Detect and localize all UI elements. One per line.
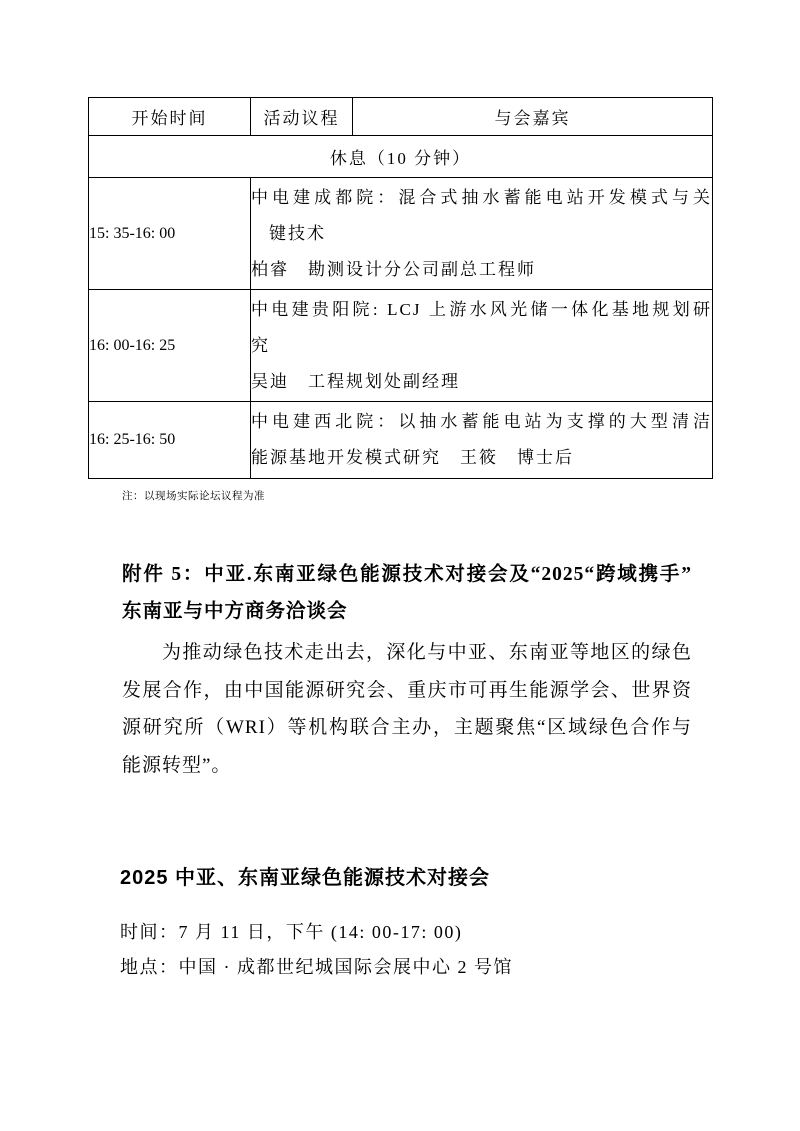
table-header-agenda: 活动议程 <box>251 98 353 136</box>
table-note: 注：以现场实际论坛议程为准 <box>122 491 265 502</box>
break-row-label: 休息（10 分钟） <box>89 136 713 178</box>
session-line: 键技术 <box>269 223 326 243</box>
session-line: 能源基地开发模式研究 王筱 博士后 <box>251 448 574 467</box>
session-row <box>89 402 713 479</box>
session-content <box>251 402 713 479</box>
session-line: 柏睿 勘测设计分公司副总工程师 <box>251 259 536 279</box>
session-line: 究 <box>251 335 270 355</box>
event-title: 2025 中亚、东南亚绿色能源技术对接会 <box>120 867 491 889</box>
schedule-table <box>88 97 713 479</box>
time-cell: 15: 35-16: 00 <box>89 178 251 290</box>
session-line: 吴迪 工程规划处副经理 <box>251 371 460 391</box>
paragraph-line: 源研究所（WRI）等机构联合主办，主题聚焦“区域绿色合作与 <box>122 717 692 738</box>
session-line: 中电建成都院：混合式抽水蓄能电站开发模式与关 <box>251 187 712 207</box>
table-header-start-time: 开始时间 <box>89 98 251 136</box>
time-cell: 16: 25-16: 50 <box>89 402 251 479</box>
session-line: 中电建贵阳院: LCJ 上游水风光储一体化基地规划研 <box>251 299 712 319</box>
paragraph-line: 能源转型”。 <box>122 754 232 776</box>
event-time: 时间：7 月 11 日，下午 (14: 00-17: 00) <box>120 922 463 942</box>
table-header-guests: 与会嘉宾 <box>353 98 713 136</box>
paragraph-line: 为推动绿色技术走出去，深化与中亚、东南亚等地区的绿色 <box>162 642 692 663</box>
session-line: 中电建西北院：以抽水蓄能电站为支撑的大型清洁 <box>251 412 712 431</box>
time-cell: 16: 00-16: 25 <box>89 290 251 402</box>
attachment-heading-line: 附件 5：中亚.东南亚绿色能源技术对接会及“2025“跨域携手” <box>122 564 692 585</box>
paragraph-line: 发展合作，由中国能源研究会、重庆市可再生能源学会、世界资 <box>122 679 692 701</box>
attachment-heading <box>122 556 692 630</box>
session-row <box>89 178 713 290</box>
session-content <box>251 178 713 290</box>
table-header-row <box>89 98 713 136</box>
attachment-paragraph <box>122 634 692 784</box>
break-row <box>89 136 713 178</box>
session-row <box>89 290 713 402</box>
session-content <box>251 290 713 402</box>
attachment-heading-line: 东南亚与中方商务洽谈会 <box>122 601 348 622</box>
event-location: 地点：中国 · 成都世纪城国际会展中心 2 号馆 <box>120 957 513 977</box>
